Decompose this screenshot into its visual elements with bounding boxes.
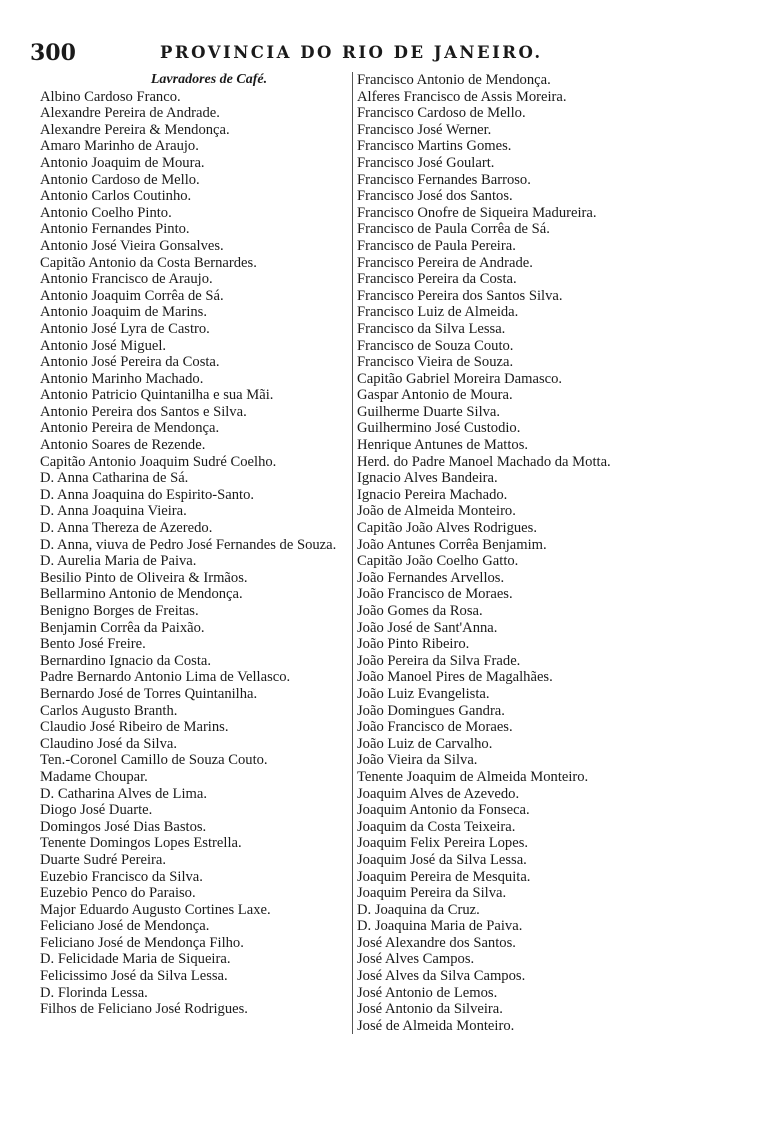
- name-entry: José Antonio de Lemos.: [357, 984, 498, 1001]
- name-entry: D. Aurelia Maria de Paiva.: [40, 553, 197, 570]
- name-entry: Herd. do Padre Manoel Machado da Motta.: [357, 453, 611, 470]
- name-entry: Madame Choupar.: [40, 768, 148, 785]
- name-entry: Francisco Antonio de Mendonça.: [357, 72, 551, 88]
- name-entry: Francisco José Werner.: [357, 121, 492, 138]
- right-column: [352, 72, 661, 1034]
- name-entry: Antonio Fernandes Pinto.: [40, 221, 190, 238]
- name-entry: Bellarmino Antonio de Mendonça.: [40, 586, 243, 603]
- name-entry: Henrique Antunes de Mattos.: [357, 437, 529, 454]
- name-entry: Filhos de Feliciano José Rodrigues.: [40, 1001, 248, 1018]
- name-entry: Antonio Soares de Rezende.: [40, 437, 206, 454]
- name-entry: Capitão Gabriel Moreira Damasco.: [357, 370, 563, 387]
- name-entry: Diogo José Duarte.: [40, 802, 153, 819]
- name-entry: José Alves da Silva Campos.: [357, 968, 526, 985]
- name-entry: D. Anna, viuva de Pedro José Fernandes de Souza.: [40, 536, 337, 553]
- name-entry: Antonio Carlos Coutinho.: [40, 188, 192, 205]
- name-entry: Major Eduardo Augusto Cortines Laxe.: [40, 901, 271, 918]
- name-entry: Benigno Borges de Freitas.: [40, 603, 199, 619]
- name-entry: Joaquim José da Silva Lessa.: [357, 851, 527, 868]
- name-entry: Joaquim Alves de Azevedo.: [357, 785, 520, 802]
- name-entry: Guilherme Duarte Silva.: [357, 403, 501, 420]
- name-entry: Joaquim da Costa Teixeira.: [357, 818, 516, 835]
- name-entry: D. Florinda Lessa.: [40, 984, 148, 1001]
- name-entry: Capitão Antonio Joaquim Sudré Coelho.: [40, 453, 277, 470]
- name-entry: Francisco Cardoso de Mello.: [357, 105, 526, 122]
- name-entry: Joaquim Pereira da Silva.: [357, 885, 507, 902]
- name-entry: Amaro Marinho de Araujo.: [40, 138, 199, 155]
- name-entry: Francisco Pereira da Costa.: [357, 271, 517, 288]
- name-entry: João Gomes da Rosa.: [357, 603, 483, 619]
- name-entry: Antonio Cardoso de Mello.: [40, 171, 200, 188]
- name-entry: Francisco Luiz de Almeida.: [357, 304, 519, 321]
- name-entry: João Pereira da Silva Frade.: [357, 652, 521, 669]
- name-entry: Ten.-Coronel Camillo de Souza Couto.: [40, 752, 268, 769]
- name-entry: Claudino José da Silva.: [40, 735, 178, 752]
- name-entry: Duarte Sudré Pereira.: [40, 851, 167, 868]
- name-entry: Claudio José Ribeiro de Marins.: [40, 719, 229, 736]
- name-entry: Guilhermino José Custodio.: [357, 420, 521, 437]
- left-column: [40, 72, 348, 1018]
- name-entry: João Luiz Evangelista.: [357, 685, 490, 702]
- name-entry: D. Anna Thereza de Azeredo.: [40, 520, 213, 537]
- name-entry: Bernardo José de Torres Quintanilha.: [40, 685, 258, 702]
- name-entry: Joaquim Felix Pereira Lopes.: [357, 835, 529, 852]
- name-entry: D. Joaquina da Cruz.: [357, 901, 480, 918]
- name-entry: D. Anna Joaquina Vieira.: [40, 503, 187, 520]
- name-entry: Ignacio Alves Bandeira.: [357, 470, 498, 487]
- name-entry: Francisco Fernandes Barroso.: [357, 171, 531, 188]
- name-entry: Alexandre Pereira & Mendonça.: [40, 121, 230, 138]
- name-entry: Tenente Joaquim de Almeida Monteiro.: [357, 768, 589, 785]
- name-entry: D. Anna Joaquina do Espirito-Santo.: [40, 486, 255, 503]
- name-entry: Domingos José Dias Bastos.: [40, 818, 207, 835]
- name-entry: Joaquim Pereira de Mesquita.: [357, 868, 531, 885]
- name-entry: Francisco José dos Santos.: [357, 188, 513, 205]
- name-entry: João José de Sant'Anna.: [357, 619, 498, 636]
- name-entry: José Alves Campos.: [357, 951, 475, 968]
- name-entry: Padre Bernardo Antonio Lima de Vellasco.: [40, 669, 291, 686]
- name-entry: Capitão João Alves Rodrigues.: [357, 520, 537, 537]
- name-entry: Antonio José Miguel.: [40, 337, 167, 354]
- name-entry: Carlos Augusto Branth.: [40, 702, 178, 719]
- name-entry: Tenente Domingos Lopes Estrella.: [40, 835, 242, 852]
- name-entry: Antonio Coelho Pinto.: [40, 204, 172, 221]
- name-entry: D. Catharina Alves de Lima.: [40, 785, 207, 802]
- name-entry: Francisco Onofre de Siqueira Madureira.: [357, 204, 597, 221]
- name-entry: Francisco de Paula Pereira.: [357, 237, 516, 254]
- name-entry: Antonio Joaquim de Marins.: [40, 304, 208, 321]
- name-entry: Francisco de Paula Corrêa de Sá.: [357, 221, 550, 238]
- name-entry: Gaspar Antonio de Moura.: [357, 387, 513, 404]
- name-entry: Feliciano José de Mendonça Filho.: [40, 934, 244, 951]
- name-entry: João Vieira da Silva.: [357, 752, 478, 769]
- name-entry: Antonio José Lyra de Castro.: [40, 320, 210, 337]
- name-entry: D. Felicidade Maria de Siqueira.: [40, 951, 231, 968]
- name-entry: João Domingues Gandra.: [357, 702, 505, 719]
- name-entry: Antonio Joaquim de Moura.: [40, 154, 205, 171]
- name-entry: João Francisco de Moraes.: [357, 719, 513, 736]
- name-entry: Antonio Francisco de Araujo.: [40, 271, 213, 288]
- name-entry: Francisco da Silva Lessa.: [357, 320, 506, 337]
- name-entry: Euzebio Penco do Paraiso.: [40, 885, 196, 902]
- name-entry: Francisco Pereira de Andrade.: [357, 254, 533, 271]
- name-entry: João Antunes Corrêa Benjamim.: [357, 536, 547, 553]
- name-entry: Antonio José Vieira Gonsalves.: [40, 237, 224, 254]
- name-entry: Antonio Pereira dos Santos e Silva.: [40, 403, 247, 420]
- name-entry: Antonio Pereira de Mendonça.: [40, 420, 220, 437]
- name-entry: Francisco de Souza Couto.: [357, 337, 514, 354]
- name-entry: Joaquim Antonio da Fonseca.: [357, 802, 530, 819]
- name-entry: Bento José Freire.: [40, 636, 146, 653]
- name-entry: Francisco Pereira dos Santos Silva.: [357, 287, 563, 304]
- name-entry: Capitão João Coelho Gatto.: [357, 553, 519, 570]
- name-entry: Alferes Francisco de Assis Moreira.: [357, 88, 567, 105]
- name-entry: Feliciano José de Mendonça.: [40, 918, 210, 935]
- name-entry: Francisco Vieira de Souza.: [357, 354, 514, 371]
- name-entry: José Alexandre dos Santos.: [357, 934, 516, 951]
- page-number: 300: [30, 40, 76, 66]
- name-entry: Antonio Joaquim Corrêa de Sá.: [40, 287, 224, 304]
- name-entry: Antonio Marinho Machado.: [40, 370, 204, 387]
- running-head: PROVINCIA DO RIO DE JANEIRO.: [160, 43, 543, 62]
- name-entry: Bernardino Ignacio da Costa.: [40, 652, 212, 669]
- name-entry: Antonio Patricio Quintanilha e sua Mãi.: [40, 387, 274, 404]
- name-entry: Capitão Antonio da Costa Bernardes.: [40, 254, 257, 271]
- name-entry: Ignacio Pereira Machado.: [357, 486, 508, 503]
- name-entry: João Luiz de Carvalho.: [357, 735, 493, 752]
- name-entry: José Antonio da Silveira.: [357, 1001, 503, 1018]
- name-entry: Euzebio Francisco da Silva.: [40, 868, 203, 885]
- name-entry: Francisco Martins Gomes.: [357, 138, 512, 155]
- name-entry: João Manoel Pires de Magalhães.: [357, 669, 553, 686]
- name-entry: D. Anna Catharina de Sá.: [40, 470, 189, 487]
- name-entry: Antonio José Pereira da Costa.: [40, 354, 220, 371]
- name-entry: João de Almeida Monteiro.: [357, 503, 516, 520]
- name-entry: Alexandre Pereira de Andrade.: [40, 105, 220, 122]
- name-entry: Besilio Pinto de Oliveira & Irmãos.: [40, 569, 248, 586]
- name-entry: Albino Cardoso Franco.: [40, 88, 181, 105]
- name-entry: João Fernandes Arvellos.: [357, 569, 505, 586]
- section-heading: Lavradores de Café.: [150, 72, 268, 87]
- name-entry: Francisco José Goulart.: [357, 154, 495, 171]
- name-entry: D. Joaquina Maria de Paiva.: [357, 918, 523, 935]
- name-entry: João Francisco de Moraes.: [357, 586, 513, 603]
- name-entry: Benjamin Corrêa da Paixão.: [40, 619, 205, 636]
- name-entry: Felicissimo José da Silva Lessa.: [40, 968, 228, 985]
- name-entry: José de Almeida Monteiro.: [357, 1017, 515, 1034]
- name-entry: João Pinto Ribeiro.: [357, 636, 470, 653]
